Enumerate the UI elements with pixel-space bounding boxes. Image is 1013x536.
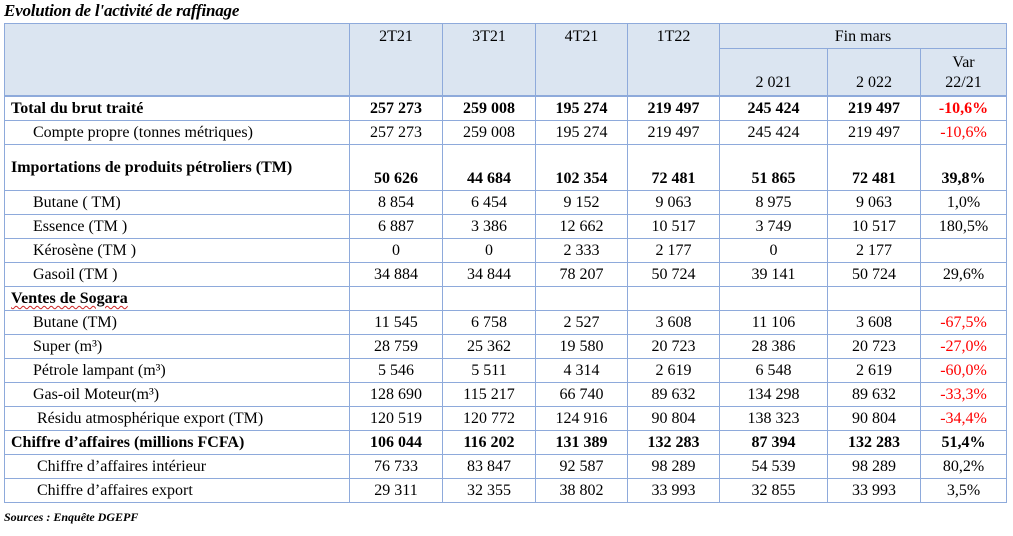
row-label bbox=[5, 287, 350, 311]
cell-value: 72 481 bbox=[628, 145, 720, 191]
cell-value: 195 274 bbox=[536, 96, 628, 121]
table-row bbox=[5, 383, 1007, 407]
table-row bbox=[5, 239, 1007, 263]
table-row bbox=[5, 121, 1007, 145]
cell-value: 33 993 bbox=[628, 479, 720, 503]
cell-variation: -10,6% bbox=[921, 121, 1007, 145]
row-label: Butane ( TM) bbox=[5, 191, 350, 215]
cell-value: 132 283 bbox=[628, 431, 720, 455]
cell-value: 12 662 bbox=[536, 215, 628, 239]
table-row bbox=[5, 311, 1007, 335]
row-label: Gasoil (TM ) bbox=[5, 263, 350, 287]
cell-value: 102 354 bbox=[536, 145, 628, 191]
row-label: Kérosène (TM ) bbox=[5, 239, 350, 263]
cell-value: 92 587 bbox=[536, 455, 628, 479]
cell-value: 20 723 bbox=[628, 335, 720, 359]
cell-value: 87 394 bbox=[720, 431, 828, 455]
cell-value: 259 008 bbox=[443, 96, 536, 121]
cell-value: 3 608 bbox=[828, 311, 921, 335]
row-label: Chiffre d’affaires (millions FCFA) bbox=[5, 431, 350, 455]
row-label: Compte propre (tonnes métriques) bbox=[5, 121, 350, 145]
cell-value: 115 217 bbox=[443, 383, 536, 407]
cell-value: 10 517 bbox=[828, 215, 921, 239]
cell-value: 106 044 bbox=[350, 431, 443, 455]
cell-value: 4 314 bbox=[536, 359, 628, 383]
cell-variation: 51,4% bbox=[921, 431, 1007, 455]
cell-value: 28 759 bbox=[350, 335, 443, 359]
cell-variation bbox=[921, 239, 1007, 263]
cell-value: 2 619 bbox=[628, 359, 720, 383]
cell-value: 0 bbox=[350, 239, 443, 263]
group-header-fin-mars: Fin mars bbox=[720, 24, 1007, 49]
col-header-2t21: 2T21 bbox=[350, 24, 443, 97]
cell-variation: -67,5% bbox=[921, 311, 1007, 335]
cell-variation: -34,4% bbox=[921, 407, 1007, 431]
cell-value bbox=[443, 287, 536, 311]
cell-value: 20 723 bbox=[828, 335, 921, 359]
table-row bbox=[5, 215, 1007, 239]
cell-value: 33 993 bbox=[828, 479, 921, 503]
cell-value: 219 497 bbox=[828, 96, 921, 121]
cell-variation: 29,6% bbox=[921, 263, 1007, 287]
cell-value: 50 724 bbox=[628, 263, 720, 287]
cell-value: 25 362 bbox=[443, 335, 536, 359]
table-row bbox=[5, 455, 1007, 479]
cell-variation: 180,5% bbox=[921, 215, 1007, 239]
col-header-4t21: 4T21 bbox=[536, 24, 628, 97]
cell-value: 90 804 bbox=[628, 407, 720, 431]
table-row bbox=[5, 479, 1007, 503]
row-label: Super (m³) bbox=[5, 335, 350, 359]
cell-value: 38 802 bbox=[536, 479, 628, 503]
cell-value: 257 273 bbox=[350, 121, 443, 145]
var-line-2: 22/21 bbox=[945, 74, 982, 91]
cell-variation: -10,6% bbox=[921, 96, 1007, 121]
cell-variation: -33,3% bbox=[921, 383, 1007, 407]
cell-value: 6 454 bbox=[443, 191, 536, 215]
cell-value: 3 608 bbox=[628, 311, 720, 335]
table-row bbox=[5, 335, 1007, 359]
cell-value bbox=[720, 287, 828, 311]
cell-value: 3 749 bbox=[720, 215, 828, 239]
cell-variation: -60,0% bbox=[921, 359, 1007, 383]
table-row bbox=[5, 263, 1007, 287]
row-label: Butane (TM) bbox=[5, 311, 350, 335]
cell-value: 98 289 bbox=[828, 455, 921, 479]
cell-variation: -27,0% bbox=[921, 335, 1007, 359]
cell-value: 134 298 bbox=[720, 383, 828, 407]
cell-value bbox=[536, 287, 628, 311]
cell-value: 8 975 bbox=[720, 191, 828, 215]
cell-value: 6 887 bbox=[350, 215, 443, 239]
cell-value: 19 580 bbox=[536, 335, 628, 359]
cell-value: 120 772 bbox=[443, 407, 536, 431]
cell-value bbox=[350, 287, 443, 311]
cell-value: 219 497 bbox=[628, 96, 720, 121]
cell-value: 6 548 bbox=[720, 359, 828, 383]
cell-variation: 80,2% bbox=[921, 455, 1007, 479]
cell-value: 29 311 bbox=[350, 479, 443, 503]
col-header-3t21: 3T21 bbox=[443, 24, 536, 97]
cell-value: 124 916 bbox=[536, 407, 628, 431]
cell-value: 39 141 bbox=[720, 263, 828, 287]
cell-value: 9 063 bbox=[828, 191, 921, 215]
cell-value: 0 bbox=[443, 239, 536, 263]
cell-value: 89 632 bbox=[828, 383, 921, 407]
row-label: Pétrole lampant (m³) bbox=[5, 359, 350, 383]
row-label: Total du brut traité bbox=[5, 96, 350, 121]
row-label: Chiffre d’affaires export bbox=[5, 479, 350, 503]
cell-value: 2 527 bbox=[536, 311, 628, 335]
cell-value: 34 884 bbox=[350, 263, 443, 287]
cell-value: 32 355 bbox=[443, 479, 536, 503]
cell-variation bbox=[921, 287, 1007, 311]
table-row bbox=[5, 96, 1007, 121]
cell-value: 83 847 bbox=[443, 455, 536, 479]
cell-value: 2 619 bbox=[828, 359, 921, 383]
cell-value: 116 202 bbox=[443, 431, 536, 455]
cell-value: 50 626 bbox=[350, 145, 443, 191]
cell-value: 9 063 bbox=[628, 191, 720, 215]
cell-value: 245 424 bbox=[720, 96, 828, 121]
cell-value: 44 684 bbox=[443, 145, 536, 191]
refining-activity-table bbox=[4, 23, 1007, 503]
sub-header-2021: 2 021 bbox=[720, 49, 828, 97]
cell-value: 89 632 bbox=[628, 383, 720, 407]
row-label: Chiffre d’affaires intérieur bbox=[5, 455, 350, 479]
cell-value: 78 207 bbox=[536, 263, 628, 287]
label-header bbox=[5, 24, 350, 97]
col-header-1t22: 1T22 bbox=[628, 24, 720, 97]
cell-value: 5 511 bbox=[443, 359, 536, 383]
cell-variation: 39,8% bbox=[921, 145, 1007, 191]
cell-value: 11 545 bbox=[350, 311, 443, 335]
table-title: Evolution de l'activité de raffinage bbox=[4, 1, 240, 20]
cell-value: 8 854 bbox=[350, 191, 443, 215]
cell-value: 34 844 bbox=[443, 263, 536, 287]
cell-value: 54 539 bbox=[720, 455, 828, 479]
cell-value: 259 008 bbox=[443, 121, 536, 145]
row-label: Résidu atmosphérique export (TM) bbox=[5, 407, 350, 431]
cell-value: 90 804 bbox=[828, 407, 921, 431]
cell-value: 138 323 bbox=[720, 407, 828, 431]
cell-value: 11 106 bbox=[720, 311, 828, 335]
cell-value: 10 517 bbox=[628, 215, 720, 239]
cell-value: 9 152 bbox=[536, 191, 628, 215]
cell-value: 120 519 bbox=[350, 407, 443, 431]
cell-value: 245 424 bbox=[720, 121, 828, 145]
cell-value: 28 386 bbox=[720, 335, 828, 359]
cell-value: 128 690 bbox=[350, 383, 443, 407]
section-label-ventes: Ventes de Sogara bbox=[11, 290, 128, 307]
cell-value: 72 481 bbox=[828, 145, 921, 191]
cell-value: 132 283 bbox=[828, 431, 921, 455]
table-row bbox=[5, 287, 1007, 311]
cell-value: 2 333 bbox=[536, 239, 628, 263]
table-row bbox=[5, 407, 1007, 431]
cell-value bbox=[628, 287, 720, 311]
cell-value: 98 289 bbox=[628, 455, 720, 479]
cell-value: 50 724 bbox=[828, 263, 921, 287]
sub-header-2022: 2 022 bbox=[828, 49, 921, 97]
cell-value: 219 497 bbox=[828, 121, 921, 145]
source-note: Sources : Enquête DGEPF bbox=[4, 510, 139, 524]
row-label: Essence (TM ) bbox=[5, 215, 350, 239]
table-row bbox=[5, 359, 1007, 383]
cell-value: 195 274 bbox=[536, 121, 628, 145]
table-row bbox=[5, 431, 1007, 455]
cell-value: 0 bbox=[720, 239, 828, 263]
cell-value: 32 855 bbox=[720, 479, 828, 503]
cell-value: 51 865 bbox=[720, 145, 828, 191]
row-label: Importations de produits pétroliers (TM) bbox=[5, 145, 350, 191]
cell-value bbox=[828, 287, 921, 311]
cell-value: 257 273 bbox=[350, 96, 443, 121]
cell-value: 219 497 bbox=[628, 121, 720, 145]
cell-value: 2 177 bbox=[828, 239, 921, 263]
cell-value: 76 733 bbox=[350, 455, 443, 479]
cell-variation: 3,5% bbox=[921, 479, 1007, 503]
cell-value: 66 740 bbox=[536, 383, 628, 407]
row-label: Gas-oil Moteur(m³) bbox=[5, 383, 350, 407]
table-row bbox=[5, 191, 1007, 215]
cell-value: 5 546 bbox=[350, 359, 443, 383]
var-line-1: Var bbox=[952, 54, 975, 71]
table-row bbox=[5, 145, 1007, 191]
cell-value: 6 758 bbox=[443, 311, 536, 335]
cell-value: 3 386 bbox=[443, 215, 536, 239]
sub-header-var bbox=[921, 49, 1007, 97]
cell-variation: 1,0% bbox=[921, 191, 1007, 215]
cell-value: 2 177 bbox=[628, 239, 720, 263]
cell-value: 131 389 bbox=[536, 431, 628, 455]
